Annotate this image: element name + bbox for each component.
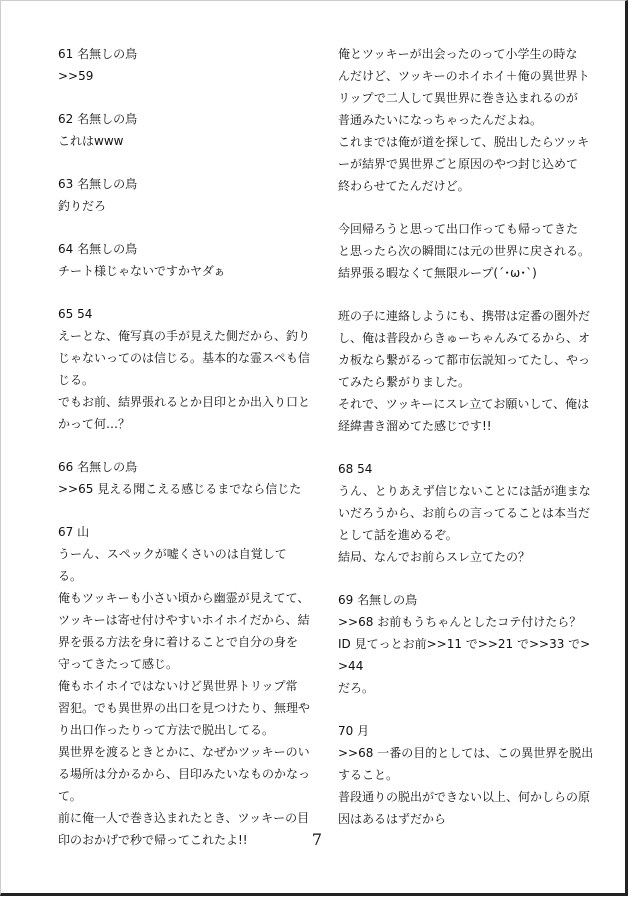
post-line: じゃないってのは信じる。基本的な霊スペも信 [58, 351, 311, 365]
post-line: ツッキーは寄せ付けやすいホイホイだから、結 [58, 613, 310, 627]
post-line: >>59 [58, 69, 94, 83]
post-line: 習犯。でも異世界の出口を見つけたり、無理や [58, 701, 311, 715]
post [338, 218, 596, 284]
post-line: 印のおかげで秒で帰ってこれたよ!! [58, 833, 248, 847]
post-line: 守ってきたって感じ。 [58, 657, 179, 671]
post-line: 俺もツッキーも小さい頃から幽霊が見えてて、 [58, 591, 310, 605]
post [58, 238, 310, 282]
post-header: 62 名無しの鳥 [58, 112, 138, 126]
post-header: 67 山 [58, 525, 90, 539]
left-column [58, 43, 310, 872]
post-line: 前に俺一人で巻き込まれたとき、ツッキーの目 [58, 811, 310, 825]
post-line: て。 [58, 789, 82, 803]
post [58, 303, 310, 435]
post-line: チート様じゃないですかヤダぁ [58, 264, 226, 278]
post-header: 66 名無しの鳥 [58, 460, 138, 474]
post-line: と思ったら次の瞬間には元の世界に戻される。 [338, 244, 591, 258]
post-line: る場所は分かるから、目印みたいなものかなっ [58, 767, 311, 781]
post-line: ーが結界で異世界ごと原因のやつ封じ込めて [338, 157, 579, 171]
post-line: 結局、なんでお前らスレ立てたの？ [338, 550, 531, 564]
post-header: 68 54 [338, 462, 373, 476]
post-line: てみたら繋がりました。 [338, 375, 471, 389]
post-line: いだろうから、お前らの言ってることは本当だ [338, 506, 591, 520]
post-line: 班の子に連絡しようにも、携帯は定番の圏外だ [338, 309, 591, 323]
post-line: んだけど、ツッキーのホイホイ＋俺の異世界ト [338, 69, 590, 83]
post [58, 456, 310, 500]
post-header: 64 名無しの鳥 [58, 242, 138, 256]
post-line: だろ。 [338, 681, 375, 695]
post-line: うん、とりあえず信じないことには話が進まな [338, 484, 591, 498]
post-line: 釣りだろ [58, 199, 107, 213]
post-line: かって何…？ [58, 417, 131, 431]
post [338, 458, 596, 568]
post-line: り出口作ったりって方法で脱出してる。 [58, 723, 275, 737]
post-line: これまでは俺が道を探して、脱出したらツッキ [338, 135, 590, 149]
post-line: 終わらせてたんだけど。 [338, 179, 470, 193]
post-line: でもお前、結界張れるとか目印とか出入り口と [58, 395, 311, 409]
post-line: 俺もホイホイではないけど異世界トリップ常 [58, 679, 298, 693]
post [58, 173, 310, 217]
post-line: リップで二人して異世界に巻き込まれるのが [338, 91, 578, 105]
post-line: じる。 [58, 373, 95, 387]
post [338, 589, 596, 699]
post-line: うーん、スペックが嘘くさいのは自覚してる。 [58, 547, 287, 583]
post-line: 今回帰ろうと思って出口作っても帰ってきた [338, 222, 579, 236]
post-line: >>68 お前もうちゃんとしたコテ付けたら？ [338, 615, 582, 629]
post [338, 720, 596, 830]
post-line: すること。 [338, 768, 399, 782]
post-header: 70 月 [338, 724, 370, 738]
post [58, 521, 310, 851]
post-line: これはwww [58, 134, 124, 148]
post-header: 65 54 [58, 307, 93, 321]
post-line: カ板なら繋がるって都市伝説知ってたし、やっ [338, 353, 591, 367]
post-line: として話を進めるぞ。 [338, 528, 458, 542]
post-line: ID 見てっとお前>>11 で>>21 で>>33 で>>44 [338, 637, 591, 673]
post-line: 異世界を渡るときとかに、なぜかツッキーのい [58, 745, 310, 759]
page-number: 7 [311, 830, 323, 849]
post-line: 俺とツッキーが出会ったのって小学生の時な [338, 47, 578, 61]
post [338, 305, 596, 437]
post-line: >>65 見える聞こえる感じるまでなら信じた [58, 482, 302, 496]
post-line: 普通みたいになっちゃったんだよね。 [338, 113, 543, 127]
post-line: し、俺は普段からきゅーちゃんみてるから、オ [338, 331, 591, 345]
post-line: それで、ツッキーにスレ立てお願いして、俺は [338, 397, 590, 411]
post [58, 108, 310, 152]
post-line: 経緯書き溜めてた感じです!! [338, 419, 492, 433]
post-header: 61 名無しの鳥 [58, 47, 138, 61]
post-line: えーとな、俺写真の手が見えた側だから、釣り [58, 329, 311, 343]
post [58, 43, 310, 87]
post-header: 63 名無しの鳥 [58, 177, 138, 191]
post-line: 界を張る方法を身に着けることで自分の身を [58, 635, 299, 649]
post [338, 43, 596, 197]
post-line: 普段通りの脱出ができない以上、何かしらの原 [338, 790, 591, 804]
post-header: 69 名無しの鳥 [338, 593, 418, 607]
post-line: >>68 一番の目的としては、この異世界を脱出 [338, 746, 594, 760]
post-line: 因はあるはずだから [338, 812, 447, 826]
right-column [338, 43, 596, 851]
post-line: 結界張る暇なくて無限ループ(´･ω･`) [338, 266, 537, 280]
